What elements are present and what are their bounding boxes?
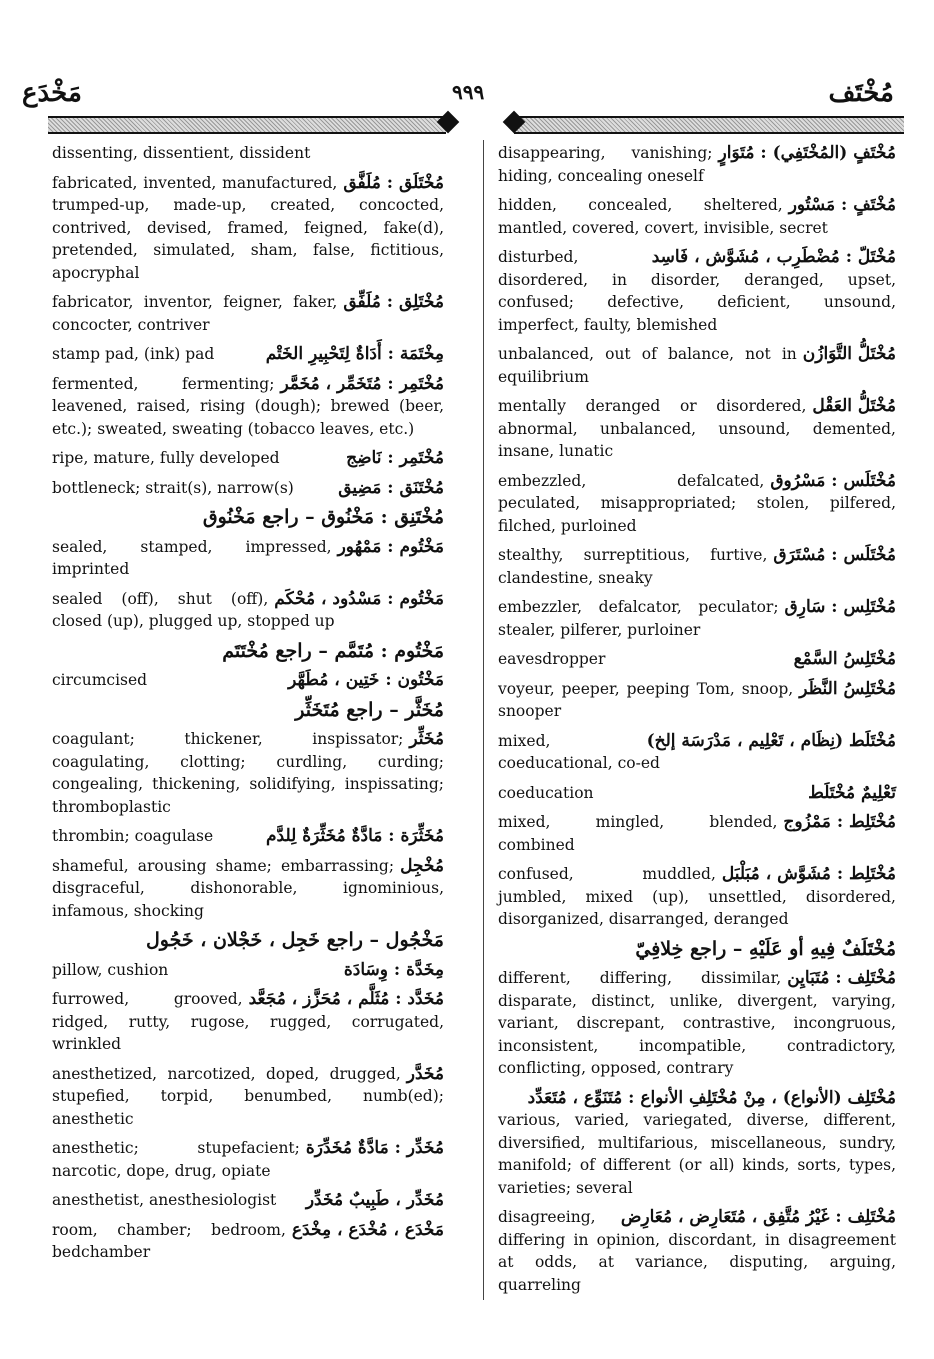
- page-number: ٩٩٩: [452, 80, 485, 104]
- entry-headword-arabic: مُخْتَلُّ العَقْل: [812, 396, 896, 416]
- entry-headword-arabic: مُخَدِّر : مَادَّةٌ مُخَدِّرَة: [305, 1138, 444, 1158]
- entry-definition-english: unbalanced, out of balance, not in equilibrium: [498, 345, 797, 386]
- entry-headword-arabic: مُخَثِّر: [409, 729, 444, 749]
- dictionary-entry: [52, 699, 444, 722]
- entry-headword-arabic: مُخْتَلَفٌ فِيهِ أو عَلَيْهِ – راجع خِلافِيّ: [635, 937, 896, 960]
- entry-headword-arabic: مُخْتَلِق : مُلَفِّق: [343, 292, 444, 312]
- dictionary-entry: [52, 1219, 444, 1264]
- entry-definition-english: ripe, mature, fully developed: [52, 449, 280, 467]
- entry-headword-arabic: مُخَدِّر ، طَبِيبٌ مُخَدِّر: [305, 1190, 444, 1210]
- guide-word-left: مَخْدَع: [22, 78, 82, 108]
- entry-headword-arabic: مُخْتَمِر : نَاضِج: [346, 448, 444, 468]
- dictionary-entry: [498, 246, 896, 336]
- entry-definition-english: sealed, stamped, impressed, imprinted: [52, 537, 332, 578]
- dictionary-entry: [498, 194, 896, 239]
- entry-headword-arabic: مُخْتَلَط (نِظَام ، تَعْلِيم ، مَدْرَسَة إلخ): [646, 730, 896, 751]
- entry-headword-arabic: مُخْتَلَس : مَسْرُوق: [770, 470, 896, 491]
- dictionary-entry: [498, 730, 896, 775]
- entry-headword-arabic: مُخَدَّر: [406, 1063, 444, 1084]
- entry-headword-arabic: مُخْتَلِسُ النَّظَر: [799, 678, 896, 699]
- entry-definition-english: various, varied, variegated, diverse, different, diversified, multifarious, miscellaneous, sundry, manifold; of different (or all) kinds, sorts, types, varieties; several: [498, 1111, 896, 1197]
- entry-definition-english: disagreeing, differing in opinion, discordant, in disagreement at odds, at variance, disputing, arguing, quarreling: [498, 1208, 896, 1294]
- entry-headword-arabic: مَخْدَع ، مُخْدَع ، مِخْدَع: [291, 1219, 444, 1240]
- dictionary-entry: [498, 938, 896, 961]
- entry-headword-arabic: مُخْجِل: [400, 855, 444, 876]
- dictionary-entry: [498, 863, 896, 931]
- entry-headword-arabic: مُخْتَلُّ التَّوَازُن: [802, 344, 896, 364]
- column-divider: [483, 140, 484, 1300]
- entry-definition-english: mixed, mingled, blended, combined: [498, 813, 778, 854]
- dictionary-entry: [52, 343, 444, 366]
- dictionary-entry: [52, 536, 444, 581]
- entry-headword-arabic: مُخْتَلِط : مُشَوَّش ، مُبَلْبَل: [721, 864, 896, 884]
- entry-definition-english: furrowed, grooved, ridged, rutty, rugose, rugged, corrugated, wrinkled: [52, 990, 444, 1053]
- dictionary-entry: [498, 967, 896, 1080]
- guide-word-right: مُخْتَف: [828, 78, 894, 108]
- dictionary-entry: [52, 669, 444, 692]
- entry-headword-arabic: مَخْتُون : خَتِين ، مُطَهَّر: [288, 670, 444, 690]
- entry-headword-arabic: مُخْتَلَق : مُلَفَّق: [343, 172, 444, 193]
- right-column: [498, 142, 896, 1303]
- entry-headword-arabic: مِخْتَمَة : أَدَاةٌ لِتَحْبِيرِ الخَتْم: [265, 344, 444, 364]
- dictionary-entry: [498, 544, 896, 589]
- entry-headword-arabic: مُخْتَلّ : مُضْطَرِب ، مُشَوَّش ، فَاسِد: [651, 247, 896, 267]
- entry-headword-arabic: مُخْتَمِر : مُتَخَمِّر ، مُخَمَّر: [280, 373, 444, 394]
- entry-definition-english: sealed (off), shut (off), closed (up), plugged up, stopped up: [52, 589, 335, 630]
- entry-headword-arabic: مُخْتَلِسُ السَّمْع: [793, 649, 896, 669]
- entry-definition-english: anesthetic; stupefacient; narcotic, dope, drug, opiate: [52, 1139, 300, 1180]
- entry-headword-arabic: مُخْتَلِف : مُتَبَايِن: [787, 968, 896, 988]
- entry-definition-english: anesthetist, anesthesiologist: [52, 1191, 277, 1209]
- entry-definition-english: stealthy, surreptitious, furtive, clandestine, sneaky: [498, 546, 768, 587]
- dictionary-entry: [498, 596, 896, 641]
- entry-definition-english: voyeur, peeper, peeping Tom, snoop, snooper: [498, 679, 794, 720]
- dictionary-entry: [52, 929, 444, 952]
- dictionary-entry: [52, 506, 444, 529]
- left-column: [52, 142, 444, 1271]
- entry-definition-english: dissenting, dissentient, dissident: [52, 144, 311, 162]
- entry-definition-english: eavesdropper: [498, 650, 606, 668]
- dictionary-entry: [498, 1206, 896, 1296]
- dictionary-entry: [498, 1087, 896, 1200]
- entry-headword-arabic: مُخَثِّرَة : مَادَّةٌ مُخَثِّرَةٌ لِلدَّم: [266, 826, 444, 846]
- dictionary-entry: [498, 648, 896, 671]
- dictionary-entry: [52, 855, 444, 923]
- dictionary-entry: [498, 343, 896, 388]
- entry-definition-english: disturbed, disordered, in disorder, deranged, upset, confused; defective, deficient, unsound, imperfect, faulty, blemished: [498, 248, 896, 334]
- entry-definition-english: mixed, coeducational, co-ed: [498, 731, 660, 772]
- entry-definition-english: fermented, fermenting; leavened, raised, rising (dough); brewed (beer, etc.); sweated, sweating (tobacco leaves, etc.): [52, 374, 444, 438]
- entry-definition-english: different, differing, dissimilar, disparate, distinct, unlike, divergent, varying, variant, discrepant, contrastive, incongruous, inconsistent, incompatible, contradictory, conflicting, opposed, contrary: [498, 969, 896, 1077]
- entry-headword-arabic: مُخْتَنَق : مَضِيق: [338, 477, 444, 498]
- entry-headword-arabic: مَخْتُوم : مَمْهُور: [337, 536, 444, 557]
- entry-headword-arabic: تَعْلِيمٌ مُخْتَلَط: [808, 782, 896, 803]
- dictionary-entry: [498, 395, 896, 463]
- entry-definition-english: stamp pad, (ink) pad: [52, 345, 215, 363]
- entry-headword-arabic: مُخْتَلِف (الأنواع) ، مِنْ مُخْتَلِفِ الأنواع : مُتَنَوِّع ، مُتَعَدِّد: [527, 1087, 896, 1108]
- entry-definition-english: pillow, cushion: [52, 960, 169, 979]
- entry-definition-english: hidden, concealed, sheltered, mantled, covered, covert, invisible, secret: [498, 196, 828, 237]
- entry-definition-english: embezzler, defalcator, peculator; stealer, pilferer, purloiner: [498, 598, 779, 639]
- entry-headword-arabic: مُخَثَّر – راجع مُتَخَثِّر: [295, 698, 444, 721]
- entry-definition-english: fabricator, inventor, feigner, faker, concocter, contriver: [52, 293, 338, 334]
- entry-headword-arabic: مَخْجُول – راجع خَجِل ، خَجْلان ، خَجُول: [145, 929, 444, 951]
- header-rule-left: [48, 116, 446, 134]
- dictionary-entry: [498, 678, 896, 723]
- dictionary-entry: [52, 728, 444, 818]
- dictionary-entry: [498, 470, 896, 538]
- entry-definition-english: coagulant; thickener, inspissator; coagulating, clotting; curdling, curding; congealing, thickening, solidifying, inspissating; thromboplastic: [52, 730, 444, 816]
- dictionary-entry: [498, 811, 896, 856]
- entry-definition-english: thrombin; coagulase: [52, 827, 214, 845]
- entry-definition-english: shameful, arousing shame; embarrassing; disgraceful, dishonorable, ignominious, infamous, shocking: [52, 856, 444, 920]
- dictionary-entry: [52, 988, 444, 1056]
- entry-definition-english: fabricated, invented, manufactured, trumped-up, made-up, created, concocted, contrived, devised, framed, feigned, fake(d), pretended, simulated, sham, false, fictitious, apocryphal: [52, 173, 444, 282]
- entry-definition-english: anesthetized, narcotized, doped, drugged, stupefied, torpid, benumbed, numb(ed); anesthetic: [52, 1064, 444, 1128]
- dictionary-entry: [52, 142, 444, 165]
- entry-definition-english: disappearing, vanishing; hiding, concealing oneself: [498, 144, 713, 185]
- dictionary-entry: [52, 172, 444, 285]
- entry-headword-arabic: مُخْتَلِف : غَيْرُ مُتَّفِق ، مُتَعَارِض ، مُعَارِض: [620, 1207, 896, 1227]
- dictionary-entry: [52, 640, 444, 663]
- dictionary-entry: [52, 291, 444, 336]
- entry-headword-arabic: مَخْتُوم : مَسْدُود ، مُحْكَم: [274, 588, 444, 609]
- entry-definition-english: room, chamber; bedroom, bedchamber: [52, 1220, 286, 1261]
- entry-headword-arabic: مُخْتَنِق : مَخْنُوق – راجع مَخْنُوق: [202, 506, 444, 528]
- entry-headword-arabic: مُخَدَّد : مُثَلَّم ، مُحَزَّز ، مُجَعَّد: [248, 989, 444, 1009]
- dictionary-entry: [498, 782, 896, 805]
- entry-headword-arabic: مِخَدَّة : وِسَادَة: [343, 959, 444, 980]
- dictionary-entry: [52, 588, 444, 633]
- entry-headword-arabic: مُخْتَلِط : مَمْزُوج: [783, 812, 896, 832]
- dictionary-entry: [52, 959, 444, 982]
- entry-headword-arabic: مُخْتَلِس : سَارِق: [784, 597, 896, 617]
- entry-headword-arabic: مَخْتُوم : مُتَمَّم – راجع مُخْتَتَم: [222, 639, 444, 662]
- dictionary-entry: [52, 477, 444, 500]
- header-rule-right: [514, 116, 904, 134]
- entry-definition-english: confused, muddled, jumbled, mixed (up), unsettled, disordered, disorganized, disarranged, deranged: [498, 865, 896, 928]
- dictionary-entry: [52, 825, 444, 848]
- entry-headword-arabic: مُخْتَفٍ : مَسْتُور: [788, 195, 896, 215]
- entry-definition-english: bottleneck; strait(s), narrow(s): [52, 478, 294, 497]
- entry-headword-arabic: مُخْتَفٍ (المُخْتَفِي) : مُتَوَارٍ: [718, 143, 896, 163]
- dictionary-entry: [52, 373, 444, 441]
- dictionary-entry: [498, 142, 896, 187]
- entry-headword-arabic: مُخْتَلَس : مُسْتَرَق: [773, 545, 896, 565]
- entry-definition-english: mentally deranged or disordered, abnormal, unbalanced, unsound, demented, insane, lunatic: [498, 397, 896, 460]
- entry-definition-english: embezzled, defalcated, peculated, misappropriated; stolen, pilfered, filched, purloined: [498, 471, 896, 535]
- dictionary-entry: [52, 1137, 444, 1182]
- entry-definition-english: circumcised: [52, 671, 148, 689]
- dictionary-entry: [52, 447, 444, 470]
- dictionary-entry: [52, 1063, 444, 1131]
- entry-definition-english: coeducation: [498, 783, 594, 802]
- dictionary-entry: [52, 1189, 444, 1212]
